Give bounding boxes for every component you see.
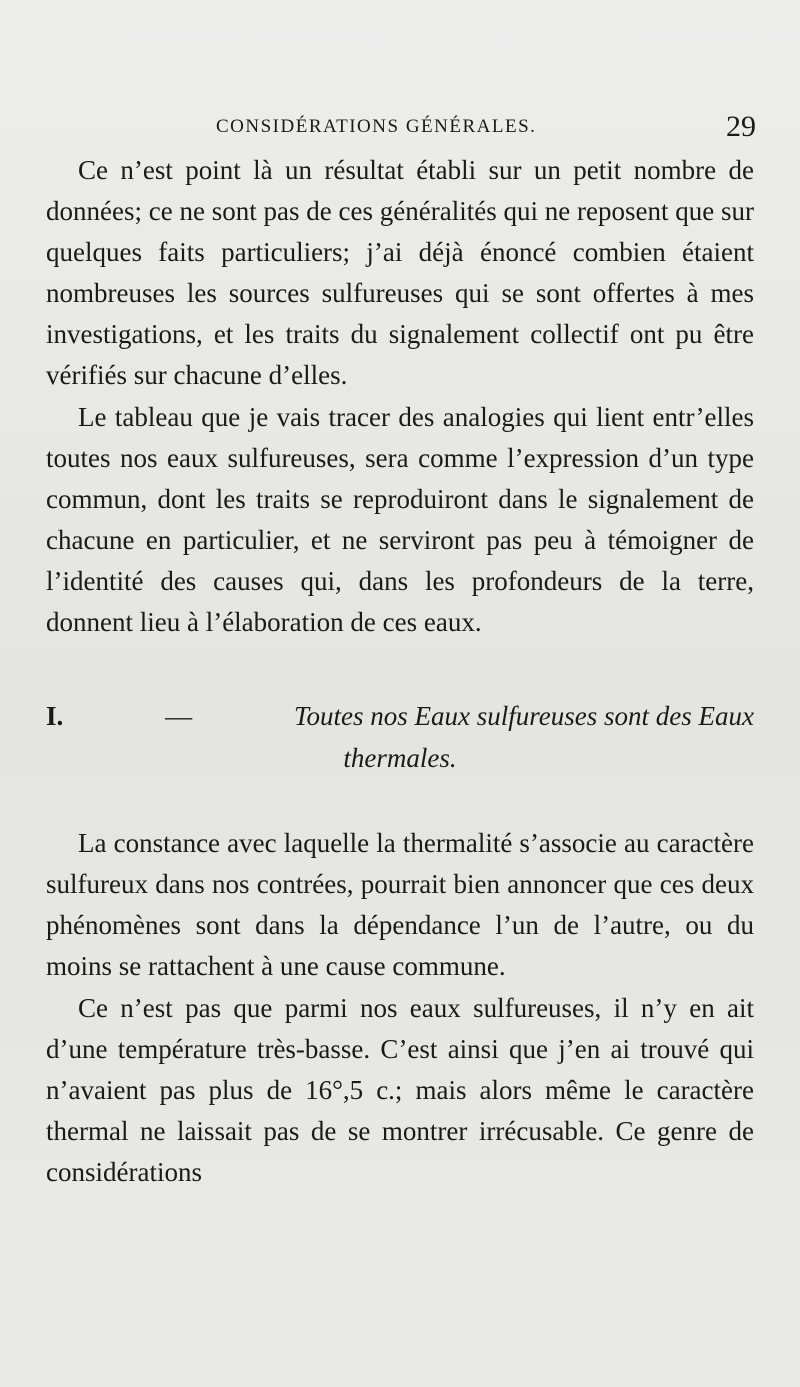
section-number: I. <box>46 701 64 732</box>
section-heading-line <box>46 695 754 737</box>
paragraph: Ce n’est pas que parmi nos eaux sulfureuses, il n’y en ait d’une température très-basse. C’est ainsi que j’en ai trouvé qui n’avaient pas plus de 16°,5 c.; mais alors même le caractère thermal ne laissait pas de se montrer irrécusable. Ce genre de considérations <box>46 992 754 1187</box>
page-header <box>0 112 800 146</box>
paragraph: Le tableau que je vais tracer des analogies qui lient entr’elles toutes nos eaux sulfureuses, sera comme l’expression d’un type commun, dont les traits se reproduiront dans le signalement de chacune en particulier, et ne serviront pas peu à témoigner de l’identité des causes qui, dans les profondeurs de la terre, donnent lieu à l’élaboration de ces eaux. <box>46 401 754 638</box>
section-dash: — <box>165 701 193 732</box>
running-title: CONSIDÉRATIONS GÉNÉRALES. <box>216 116 537 137</box>
paragraph: La constance avec laquelle la thermalité s’associe au caractère sulfureux dans nos contrées, pourrait bien annoncer que ces deux phénomènes sont dans la dépendance l’un de l’autre, ou du moins se rattachent à une cause commune. <box>46 828 754 982</box>
paragraph: Ce n’est point là un résultat établi sur un petit nombre de données; ce ne sont pas de ces généralités qui ne reposent que sur quelques faits particuliers; j’ai déjà énoncé combien étaient nombreuses les sources sulfureuses qui se sont offertes à mes investigations, et les traits du signalement collectif ont pu être vérifiés sur chacune d’elles. <box>46 155 754 391</box>
page-number: 29 <box>726 110 756 143</box>
body-text <box>46 150 754 1193</box>
section-title: Toutes nos Eaux sulfureuses sont des Eaux <box>293 701 754 732</box>
section-title-continuation: thermales. <box>343 743 457 774</box>
section-heading <box>46 695 754 779</box>
